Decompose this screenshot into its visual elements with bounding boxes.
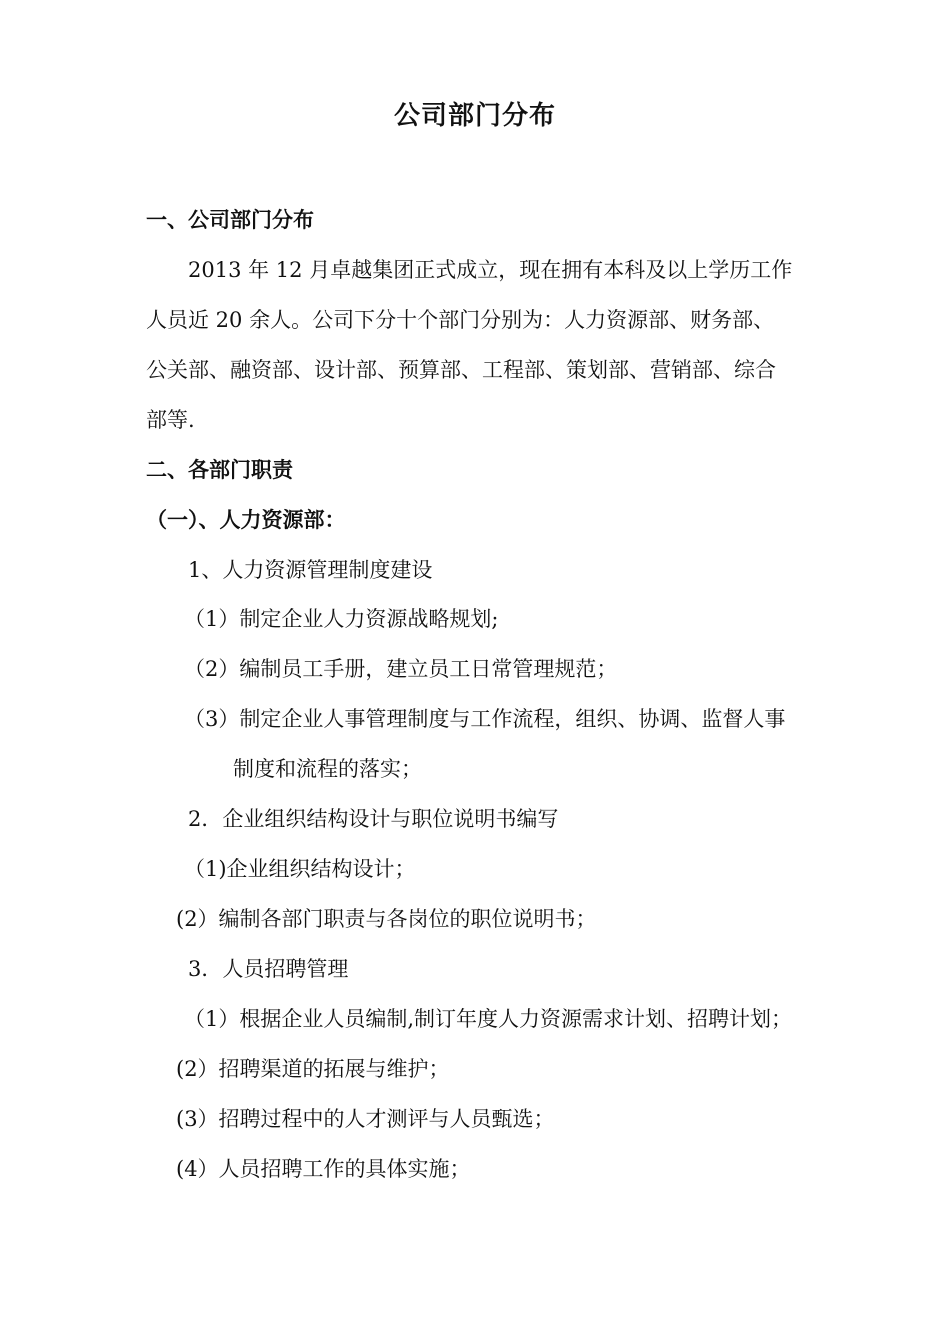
list-item: （1)企业组织结构设计； [184,857,416,881]
list-item: （2）编制员工手册，建立员工日常管理规范； [184,657,618,681]
list-item: (2）招聘渠道的拓展与维护； [176,1057,450,1081]
list-item: 1、人力资源管理制度建设 [188,558,433,582]
list-item: （3）制定企业人事管理制度与工作流程，组织、协调、监督人事 [184,707,786,731]
section-heading-department-duties: 二、各部门职责 [146,458,293,482]
list-item-continuation: 制度和流程的落实； [233,757,422,781]
document-title: 公司部门分布 [393,101,556,131]
list-item: （1）制定企业人力资源战略规划; [184,607,499,631]
intro-paragraph-line: 人员近 20 余人。公司下分十个部门分别为：人力资源部、财务部、 [146,308,775,332]
list-item: (4）人员招聘工作的具体实施； [176,1157,471,1181]
intro-paragraph-line: 2013 年 12 月卓越集团正式成立，现在拥有本科及以上学历工作 [188,258,793,282]
list-item: (3）招聘过程中的人才测评与人员甄选； [176,1107,555,1131]
intro-paragraph-line: 部等. [146,408,195,432]
subsection-heading-hr: （一）、人力资源部： [146,508,346,532]
section-heading-department-distribution: 一、公司部门分布 [146,208,314,232]
intro-paragraph-line: 公关部、融资部、设计部、预算部、工程部、策划部、营销部、综合 [146,358,776,382]
list-item: （1）根据企业人员编制,制订年度人力资源需求计划、招聘计划； [184,1007,793,1031]
list-item: (2）编制各部门职责与各岗位的职位说明书； [176,907,597,931]
list-item: 2．企业组织结构设计与职位说明书编写 [188,807,559,831]
list-item: 3．人员招聘管理 [188,957,349,981]
